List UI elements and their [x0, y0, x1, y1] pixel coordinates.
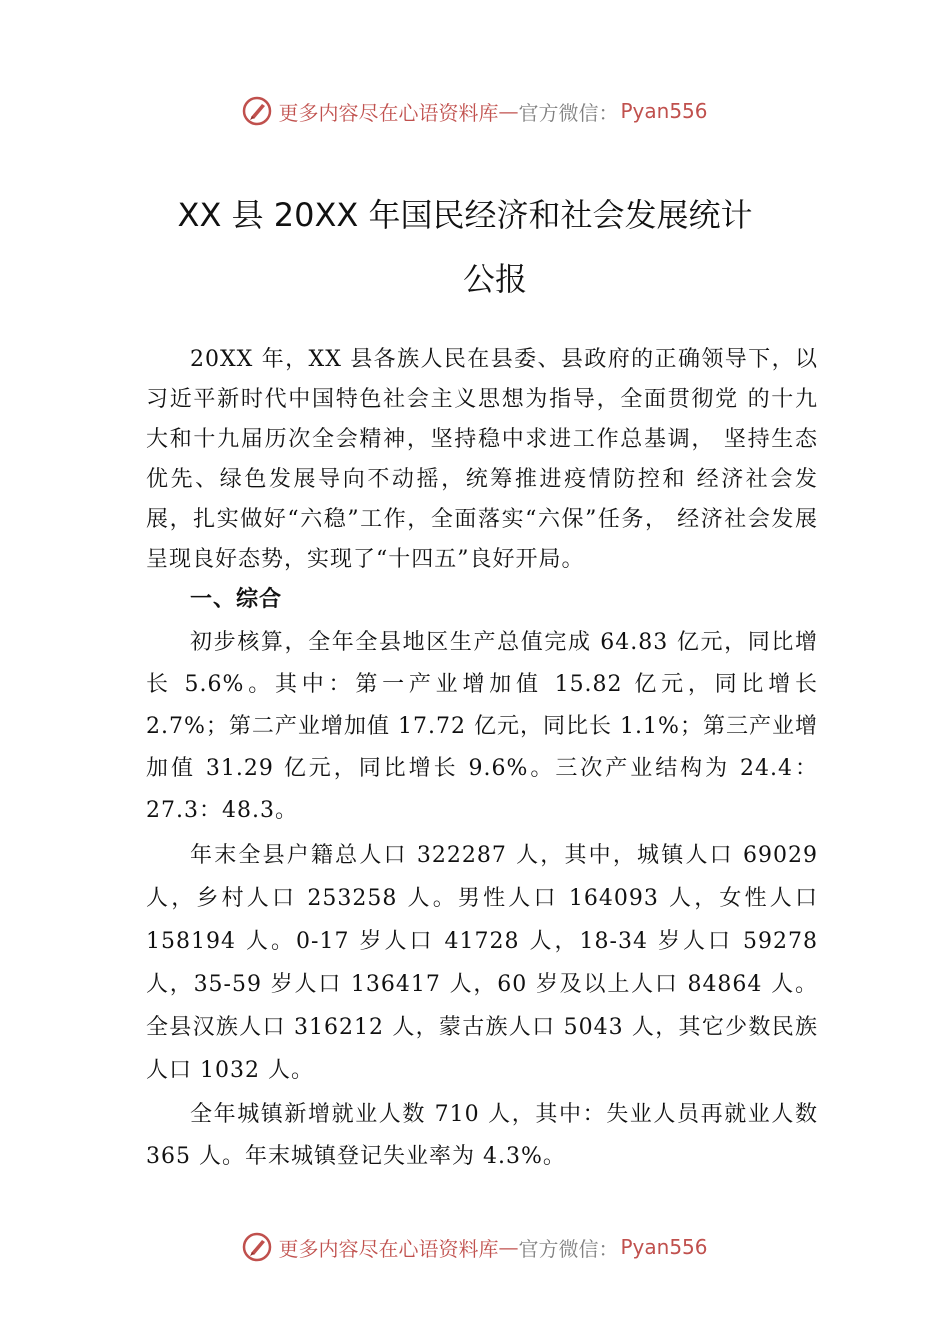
watermark-wechat-label: 官方微信： — [518, 100, 619, 125]
watermark-wechat-id: Pyan556 — [620, 1235, 708, 1259]
brush-pen-logo-icon — [242, 1232, 272, 1262]
gdp-paragraph: 初步核算，全年全县地区生产总值完成 64.83 亿元，同比增长 5.6%。其中：第一产业增加值 15.82 亿元，同比增长 2.7%；第二产业增加值 17.72 亿元，同比长 1.1%；第三产业增加值 31.29 亿元，同比增长 9.6%。三次产业结构为 24.4：27.3：48.3。 — [146, 630, 818, 823]
section-heading-comprehensive: 一、综合 — [190, 587, 283, 612]
watermark-text: 更多内容尽在心语资料库 — [278, 1236, 499, 1261]
document-title-line1: XX 县 20XX 年国民经济和社会发展统计 — [177, 196, 753, 234]
watermark-separator: — — [498, 99, 519, 123]
watermark-wechat-label: 官方微信： — [518, 1236, 619, 1261]
population-paragraph: 年末全县户籍总人口 322287 人，其中，城镇人口 69029 人，乡村人口 253258 人。男性人口 164093 人，女性人口 158194 人。0-17 岁人口 41728 人，18-34 岁人口 59278 人，35-59 岁人口 136417 人，60 岁及以上人口 84864 人。全县汉族人口 316212 人，蒙古族人口 5043 人，其它少数民族人口 1032 人。 — [146, 843, 818, 1083]
document-title-line2: 公报 — [462, 260, 527, 298]
document-body — [146, 340, 818, 1178]
watermark-separator: — — [498, 1235, 519, 1259]
employment-paragraph: 全年城镇新增就业人数 710 人，其中：失业人员再就业人数 365 人。年末城镇登记失业率为 4.3%。 — [146, 1102, 818, 1169]
watermark-footer — [0, 1232, 950, 1262]
watermark-header — [0, 96, 950, 126]
brush-pen-logo-icon — [242, 96, 272, 126]
watermark-text: 更多内容尽在心语资料库 — [278, 100, 499, 125]
intro-paragraph: 20XX 年，XX 县各族人民在县委、县政府的正确领导下，以习近平新时代中国特色社会主义思想为指导，全面贯彻党 的十九大和十九届历次全会精神，坚持稳中求进工作总基调， 坚持生态优先、绿色发展导向不动摇，统筹推进疫情防控和 经济社会发展，扎实做好“六稳”工作，全面落实“六保”任务， 经济社会发展呈现良好态势，实现了“十四五”良好开局。 — [146, 347, 818, 572]
watermark-wechat-id: Pyan556 — [620, 99, 708, 123]
